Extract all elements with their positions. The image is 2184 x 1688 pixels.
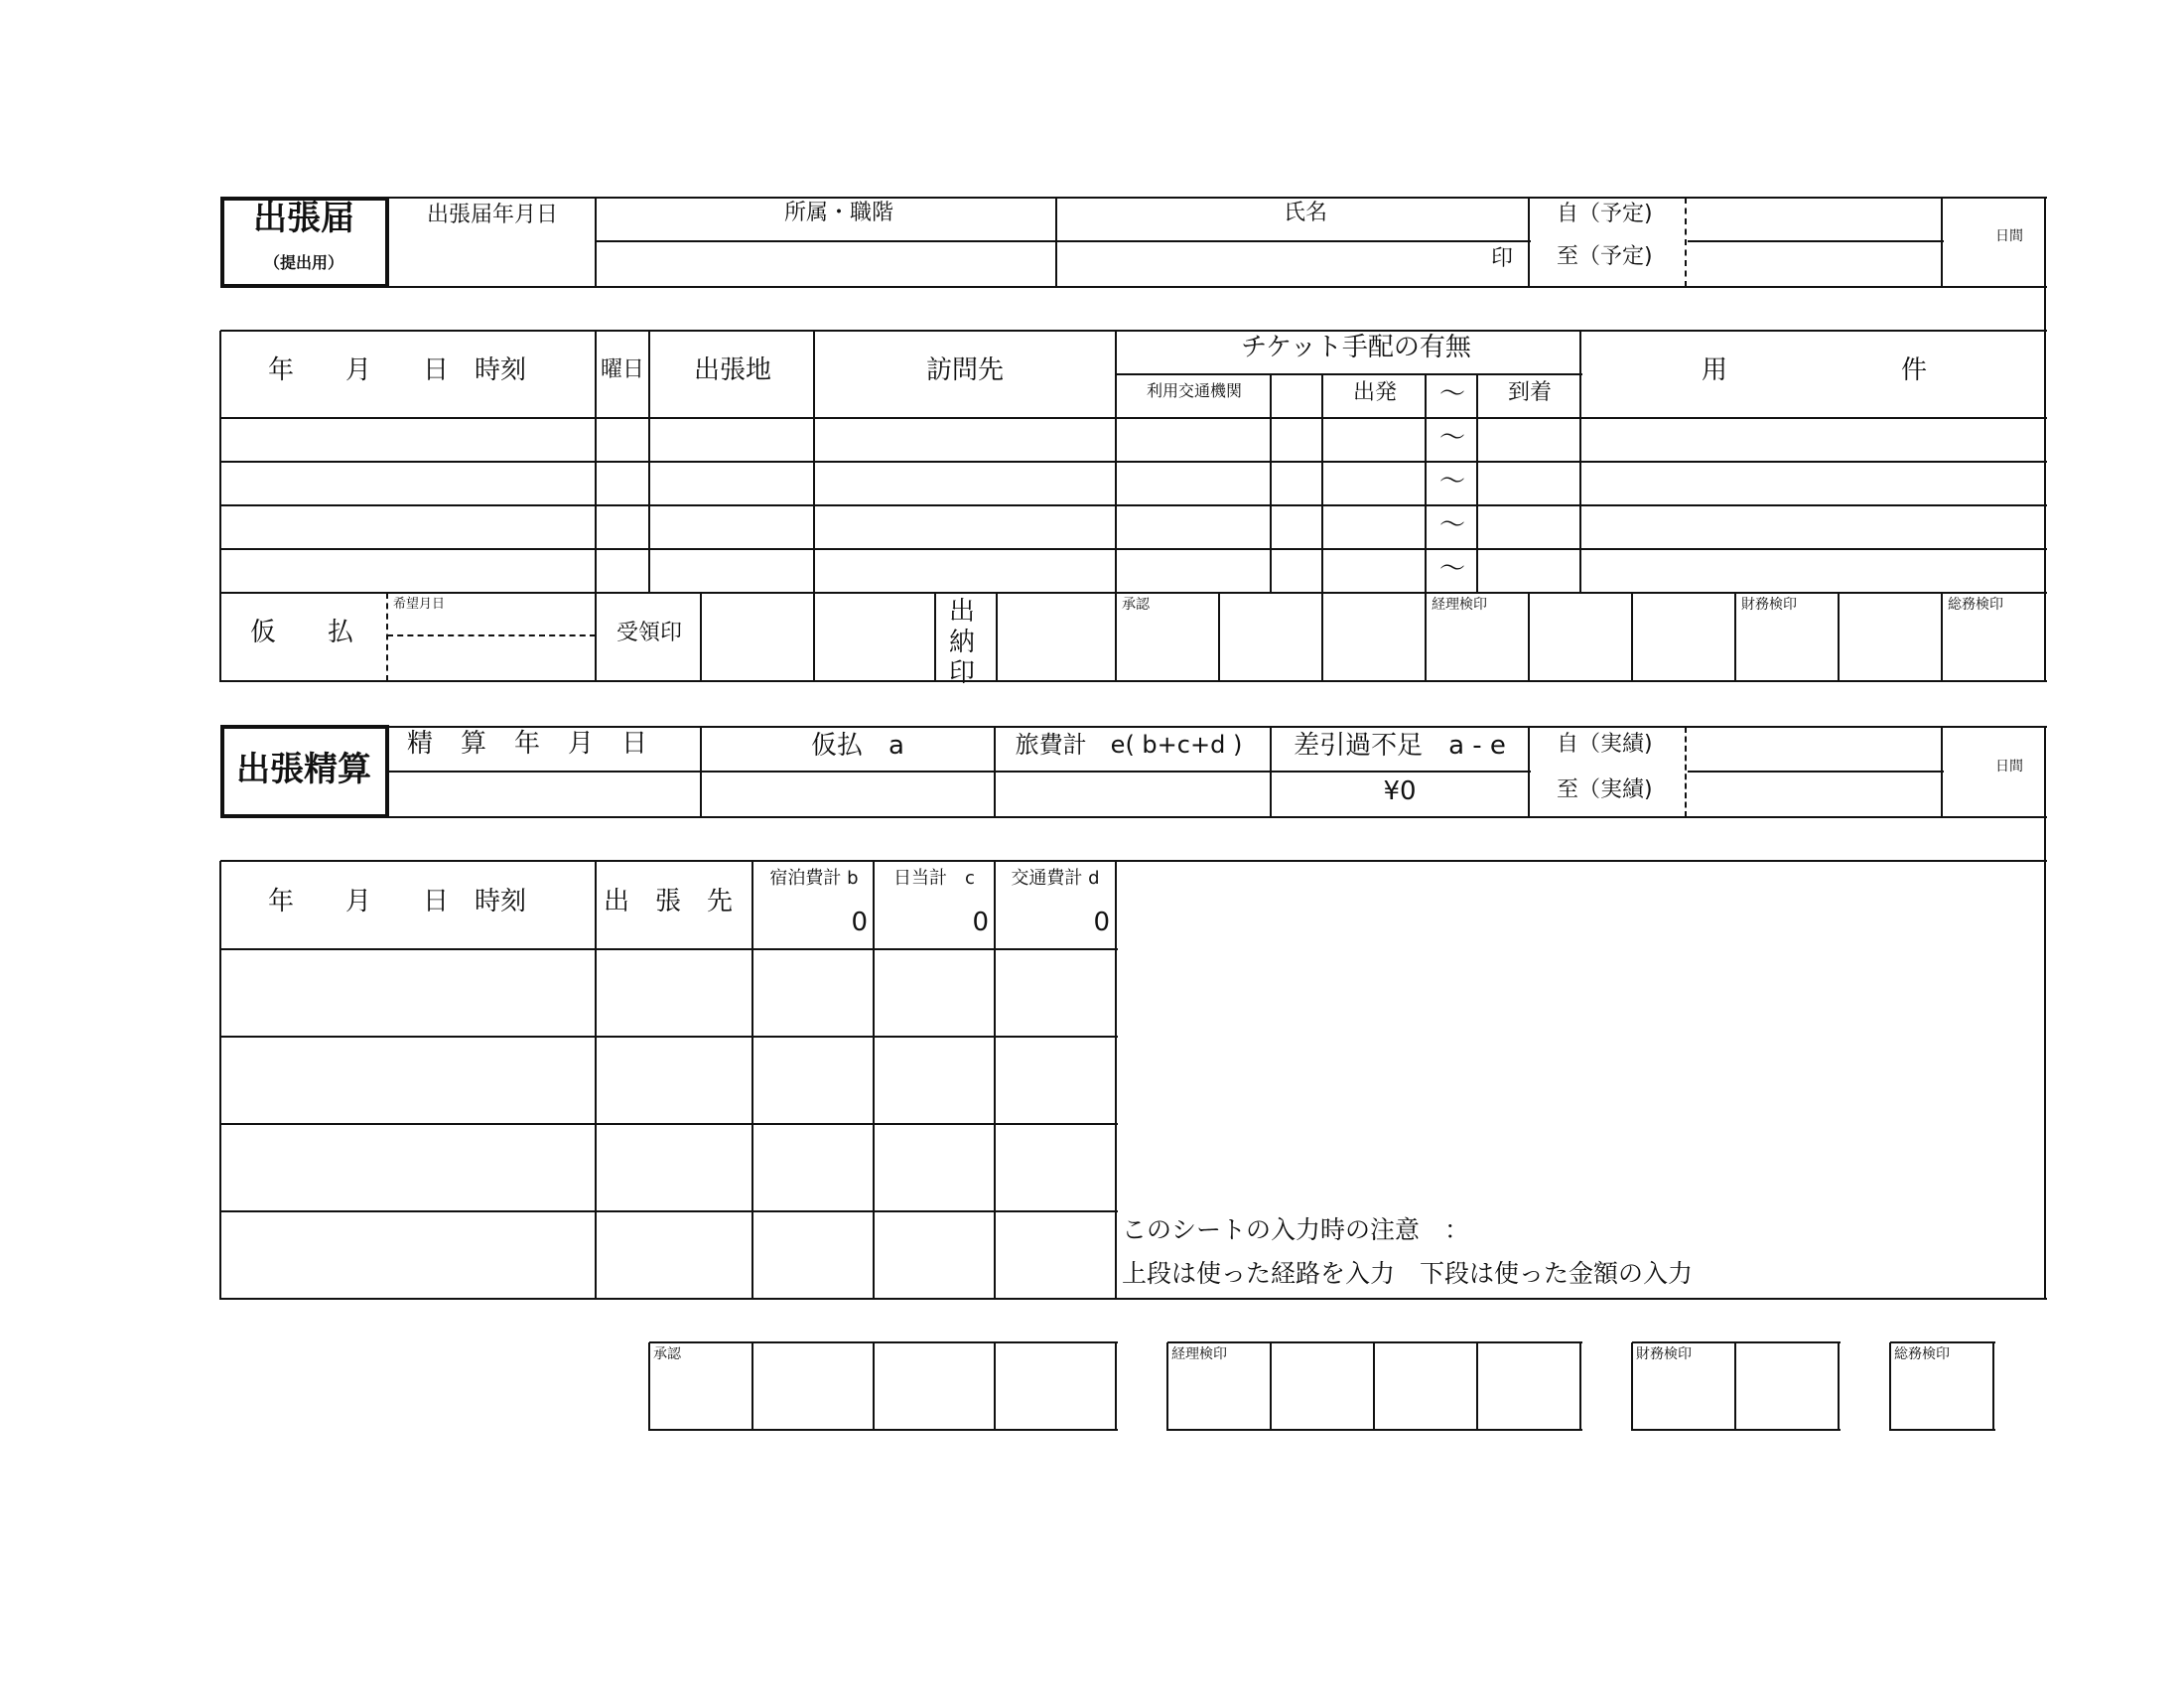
settle-col-datetime: 年 月 日 時刻 [268,887,527,916]
approve-label: 承認 [1122,597,1150,613]
to-actual-label: 至（実績) [1557,777,1653,802]
rule [219,331,221,682]
rule [1528,593,1530,682]
rule [1055,198,1057,288]
rule [1115,1342,1117,1431]
form-title: 出張届 [253,199,354,238]
rule [813,593,815,682]
note-line-2: 上段は使った経路を入力 下段は使った金額の入力 [1122,1259,1694,1288]
general-label: 総務検印 [1948,597,2003,613]
trip-date-label: 出張届年月日 [426,203,559,227]
tilde-row-3: ～ [1438,510,1466,540]
schedule-row[interactable] [222,419,2045,461]
difference-value: ¥0 [1383,776,1417,806]
form-subtitle: （提出用） [263,253,344,272]
rule [1321,593,1323,682]
rule [1890,1429,1995,1431]
bottom-finance-label: 財務検印 [1636,1346,1692,1362]
accounting-label: 経理検印 [1432,597,1487,613]
rule [1476,1342,1478,1431]
rule [1838,1342,1840,1431]
dept-field[interactable] [598,243,1054,285]
rule [996,593,998,682]
rule [220,330,2047,332]
rule [1838,593,1840,682]
col-visit: 訪問先 [925,355,1005,385]
desired-date-label: 希望月日 [393,597,446,612]
rule [2044,861,2046,1300]
rule [1116,373,1582,375]
rule [1688,771,1944,773]
advance-a-label: 仮払 a [811,731,904,761]
rule [387,816,2047,818]
rule [1992,1342,1994,1431]
rule [700,593,702,682]
bottom-accounting-label: 経理検印 [1171,1346,1227,1362]
rule [994,727,996,818]
to-planned-field[interactable] [1688,243,1936,285]
settle-date-label: 精 算 年 月 日 [407,729,649,759]
rule [596,240,1531,242]
rule [873,1342,875,1431]
settlement-title: 出張精算 [236,750,371,789]
rule [994,1342,996,1431]
settle-row[interactable] [222,1039,1114,1124]
bottom-approve-label: 承認 [653,1346,681,1362]
rule [751,1342,753,1431]
transport-cost-label: 交通費計 d [1011,868,1100,889]
travel-total-field[interactable] [997,774,1269,815]
rule [1890,1341,1995,1343]
purpose-label-b: 件 [1900,355,1928,385]
receipt-seal-label: 受領印 [615,621,683,645]
settle-date-field[interactable] [391,774,699,815]
rule [1631,1342,1633,1431]
rule [2044,727,2046,863]
dashed-rule [387,634,596,636]
note-line-1: このシートの入力時の注意 ： [1122,1215,1470,1244]
dashed-rule [386,593,388,681]
advance-label: 仮 払 [250,618,354,647]
transport-total: 0 [1093,908,1110,937]
desired-date-field[interactable] [391,639,596,679]
rule [220,680,2047,682]
depart-label: 出発 [1352,380,1398,405]
rule [2044,198,2046,334]
rule [387,726,2047,728]
settle-days-label: 日間 [1995,759,2023,774]
tilde-header: ～ [1438,379,1466,409]
rule [1941,593,1943,682]
rule [1270,1342,1272,1431]
rule [1889,1342,1891,1431]
rule [387,771,1531,773]
rule [1579,1342,1581,1431]
rule [1688,240,1944,242]
rule [1270,727,1272,818]
rule [1631,593,1633,682]
col-place: 出張地 [693,355,772,385]
rule [1632,1341,1841,1343]
rule [220,860,2047,862]
bottom-general-label: 総務検印 [1894,1346,1950,1362]
rule [220,948,1118,950]
rule [1167,1341,1582,1343]
travel-total-label: 旅費計 e( b+c+d ) [1015,731,1243,759]
rule [387,286,2047,288]
tilde-row-2: ～ [1438,467,1466,496]
schedule-row[interactable] [222,463,2045,504]
daily-total: 0 [972,908,989,937]
rule [649,1341,1118,1343]
settle-col-dest: 出 張 先 [604,887,734,916]
from-planned-label: 自（予定) [1557,202,1653,226]
finance-label: 財務検印 [1741,597,1797,613]
rule [220,592,2047,594]
trip-date-field[interactable] [389,243,596,285]
rule [1167,1429,1582,1431]
rule [649,1429,1118,1431]
to-actual-field[interactable] [1688,774,1936,815]
rule [1528,198,1530,288]
dashed-rule [1685,727,1687,817]
rule [219,861,221,1300]
rule [1218,593,1220,682]
rule [1166,1342,1168,1431]
rule [1115,861,1117,1300]
lodging-label: 宿泊費計 b [769,868,859,889]
rule [1373,1342,1375,1431]
settle-row[interactable] [222,1126,1114,1211]
rule [1941,727,1943,818]
difference-label: 差引過不足 a - e [1294,731,1506,761]
days-label: 日間 [1995,228,2023,244]
from-actual-label: 自（実績) [1557,732,1653,757]
arrive-label: 到着 [1507,380,1553,405]
settle-row[interactable] [222,1213,1114,1299]
daily-label: 日当計 c [893,868,975,889]
rule [648,1342,650,1431]
rule [1734,1342,1736,1431]
days-field[interactable] [1942,199,1991,286]
advance-a-field[interactable] [703,774,993,815]
dept-label: 所属・職階 [783,201,894,225]
schedule-row[interactable] [222,550,2045,592]
cashier-seal-label: 出 納 印 [948,597,975,688]
rule [934,593,936,682]
tilde-row-1: ～ [1438,423,1466,453]
dashed-rule [1685,198,1687,287]
name-label: 氏名 [1283,201,1328,225]
name-field[interactable] [1058,243,1485,285]
tilde-row-4: ～ [1438,554,1466,584]
ticket-title: チケット手配の有無 [1241,333,1471,362]
purpose-label-a: 用 [1701,355,1728,385]
to-planned-label: 至（予定) [1557,244,1653,269]
rule [1528,727,1530,818]
settle-row[interactable] [222,951,1114,1037]
col-datetime: 年 月 日 時刻 [268,355,527,385]
rule [700,727,702,818]
schedule-row[interactable] [222,506,2045,548]
transport-label: 利用交通機関 [1146,381,1243,400]
seal-mark: 印 [1491,246,1514,271]
from-planned-field[interactable] [1688,199,1936,238]
rule [1632,1429,1841,1431]
from-actual-field[interactable] [1688,729,1936,771]
lodging-total: 0 [851,908,868,937]
rule [1734,593,1736,682]
col-weekday: 曜日 [600,357,645,382]
